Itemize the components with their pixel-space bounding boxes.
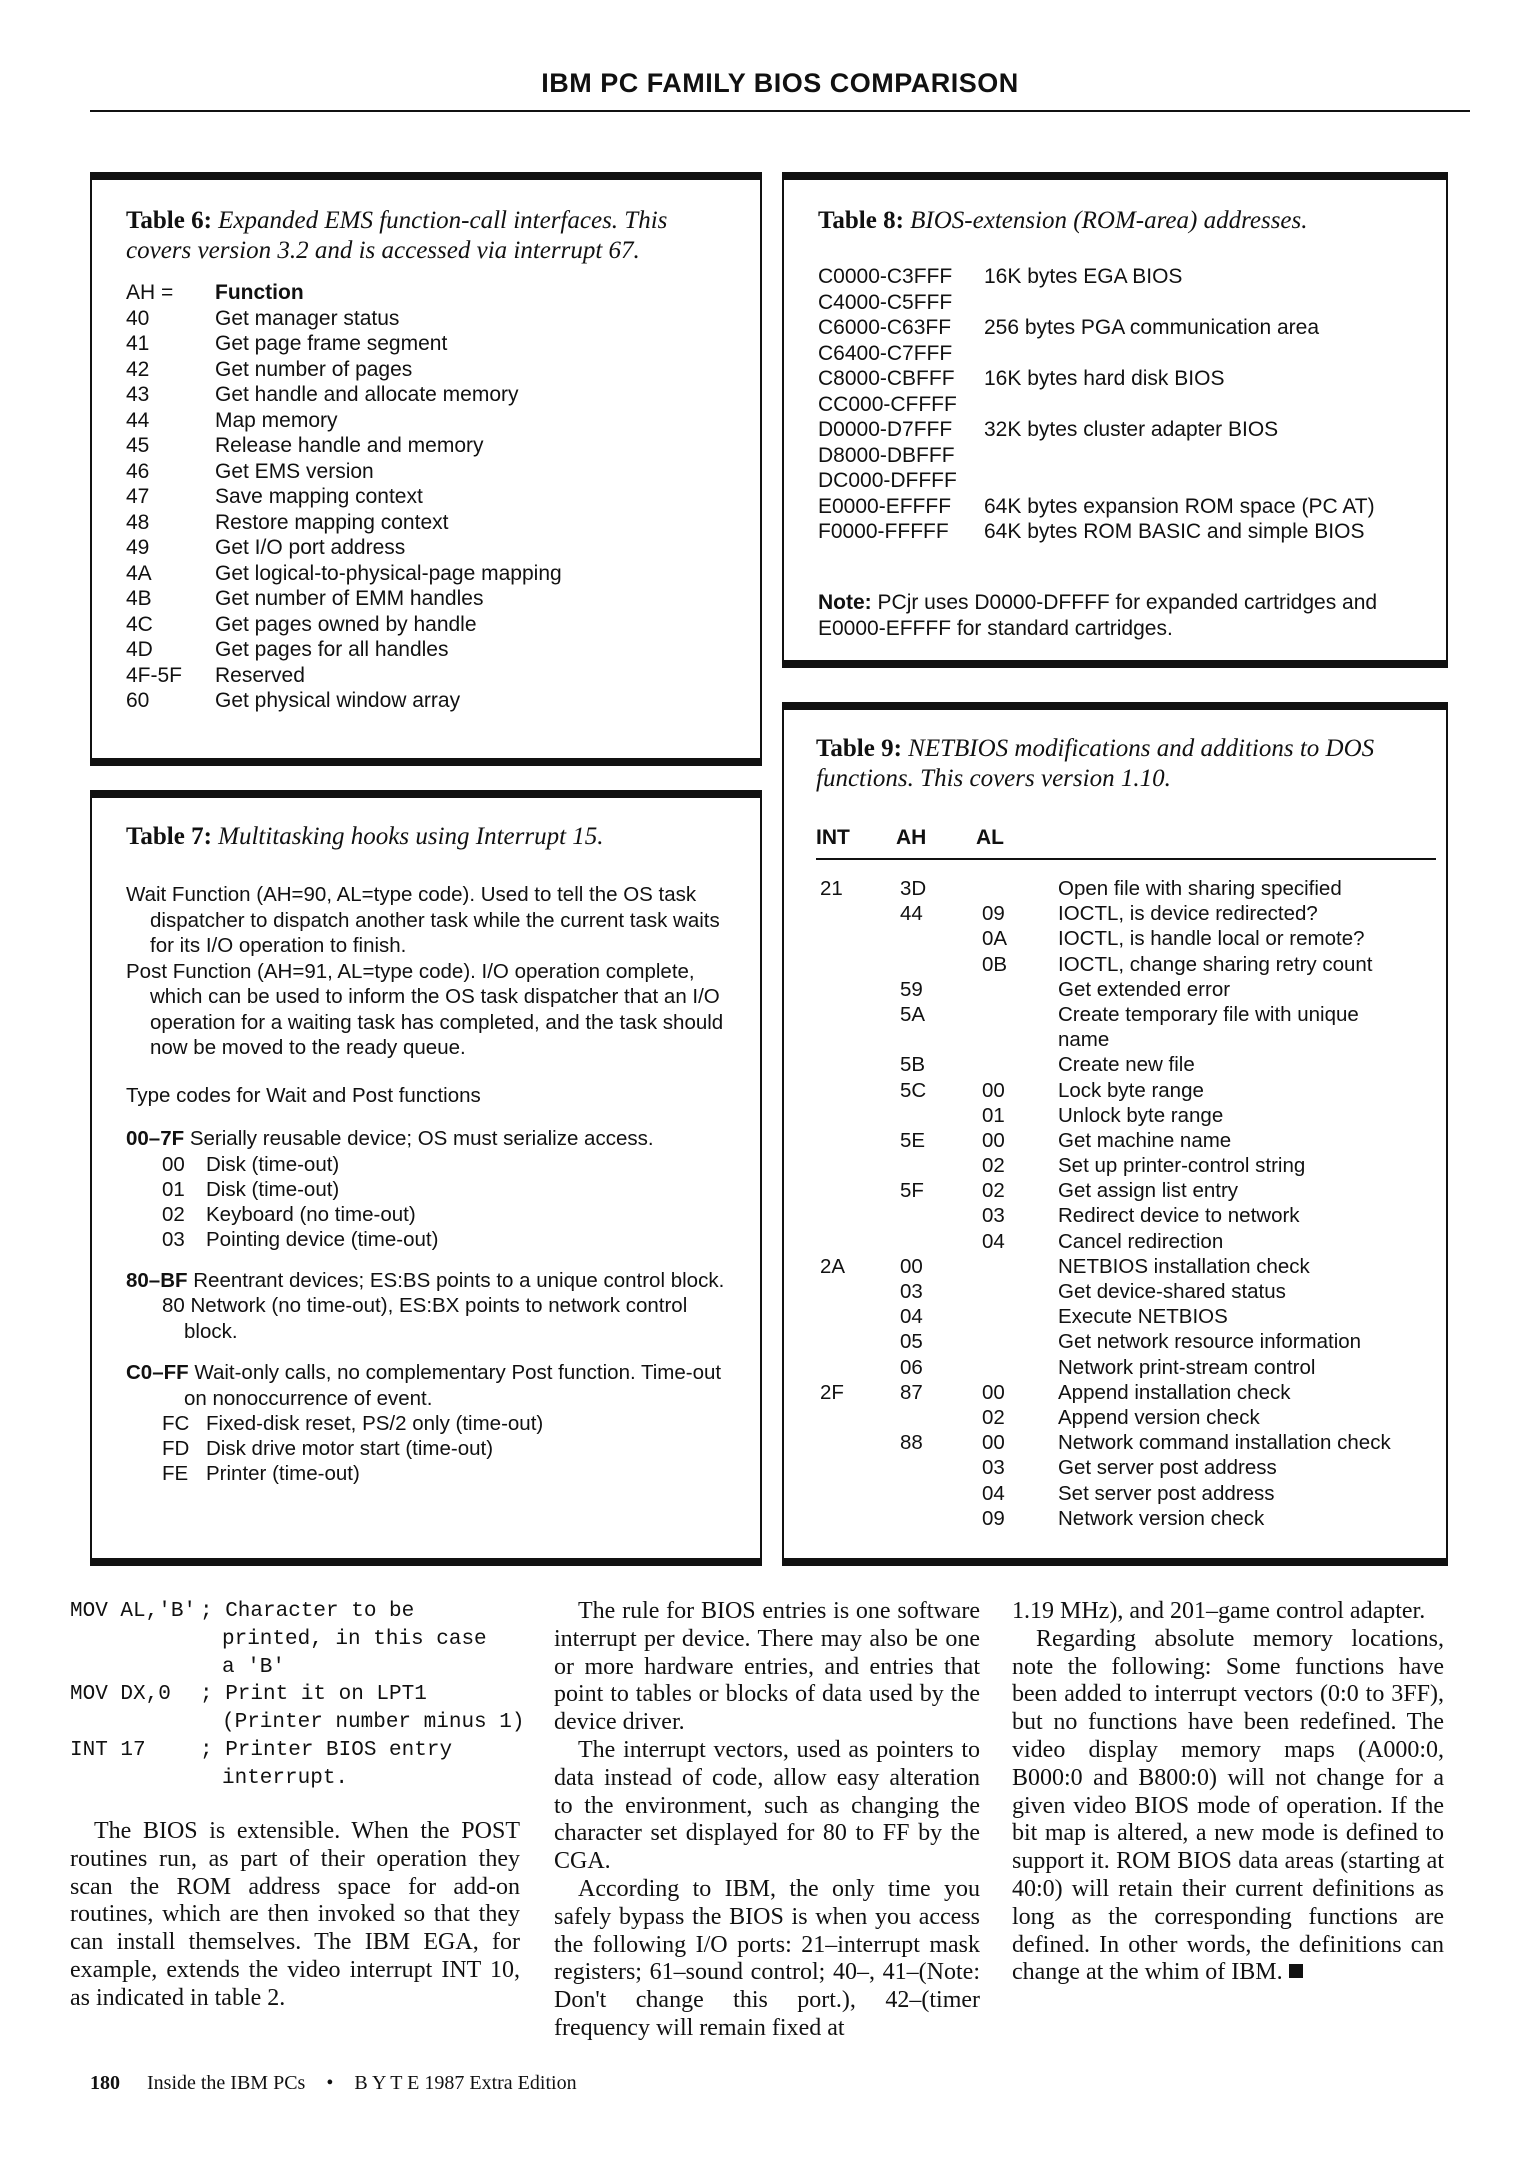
ah-value: 06 — [900, 1355, 923, 1379]
table-row — [126, 688, 726, 714]
table-9 — [782, 702, 1448, 1566]
ah-code: 49 — [126, 536, 150, 559]
table-7-caption-text: Multitasking hooks using Interrupt 15. — [218, 823, 604, 850]
al-value: 09 — [982, 1506, 1005, 1530]
table-row — [818, 468, 1438, 494]
table-8-list — [818, 264, 1438, 545]
table-6-header-row — [126, 280, 726, 306]
type-code-desc: Disk (time-out) — [206, 1152, 340, 1176]
type-code-row — [126, 1177, 746, 1202]
al-value: 03 — [982, 1456, 1005, 1480]
paragraph: The rule for BIOS entries is one software interrupt per device. There may also be one or more hardware entries, and entries that point to tables or blocks of data used by the device driver. — [554, 1598, 980, 1736]
table-row — [816, 1506, 1446, 1531]
type-code-desc: Fixed-disk reset, PS/2 only (time-out) — [206, 1412, 544, 1435]
table-row — [818, 392, 1438, 418]
function-name: Get pages for all handles — [215, 638, 449, 661]
al-value: 00 — [982, 1431, 1005, 1455]
type-group-00-7f-items — [126, 1152, 746, 1252]
function-desc: Get machine name — [1058, 1128, 1232, 1152]
ah-code: 42 — [126, 357, 150, 381]
table-8 — [782, 172, 1448, 668]
ah-value: 44 — [900, 902, 923, 926]
table-7-body — [126, 882, 746, 1486]
footer-bullet: • — [326, 2072, 334, 2094]
al-value: 03 — [982, 1204, 1005, 1228]
note-label: Note: — [818, 591, 872, 614]
paragraph: The interrupt vectors, used as pointers to data instead of code, allow easy alteration to the environment, such as changing the character set displayed for 80 to FF by the CGA. — [554, 1736, 980, 1875]
table-row — [816, 1002, 1446, 1027]
table-row — [816, 952, 1446, 977]
code-listing — [70, 1598, 525, 1792]
function-desc: Network command installation check — [1058, 1431, 1391, 1455]
function-desc: IOCTL, is handle local or remote? — [1058, 927, 1365, 951]
ah-value: 04 — [900, 1305, 923, 1329]
type-group-80-bf — [126, 1268, 746, 1294]
al-value: 04 — [982, 1229, 1005, 1253]
function-desc: Lock byte range — [1058, 1078, 1204, 1102]
table-row — [816, 1153, 1446, 1178]
table-row — [126, 382, 726, 408]
table-row — [818, 264, 1438, 290]
ah-value: 87 — [900, 1380, 923, 1404]
table-row — [816, 901, 1446, 926]
body-column-2 — [554, 1598, 980, 2043]
function-desc: Get device-shared status — [1058, 1280, 1286, 1303]
ah-code: 41 — [126, 332, 150, 355]
code-comment: ; Printer BIOS entry — [200, 1739, 453, 1762]
function-desc: Create new file — [1058, 1053, 1195, 1077]
table-row — [126, 306, 726, 332]
address-range: DC000-DFFFF — [818, 469, 957, 492]
function-name: Get handle and allocate memory — [215, 383, 519, 406]
function-name: Get manager status — [215, 306, 400, 330]
table-9-caption — [816, 734, 1436, 794]
table-row — [816, 1078, 1446, 1103]
ah-code: 43 — [126, 383, 150, 406]
al-value: 02 — [982, 1405, 1005, 1429]
al-value: 02 — [982, 1154, 1005, 1178]
type-code-desc: Pointing device (time-out) — [206, 1227, 439, 1251]
address-desc: 16K bytes hard disk BIOS — [984, 367, 1225, 390]
table-row — [126, 408, 726, 434]
type-group-range: 80–BF — [126, 1268, 188, 1292]
end-mark-icon — [1289, 1964, 1303, 1978]
function-name: Get pages owned by handle — [215, 612, 477, 636]
table-row — [126, 331, 726, 357]
ah-code: 4D — [126, 638, 153, 661]
function-name: Reserved — [215, 663, 305, 687]
address-range: C8000-CBFFF — [818, 367, 955, 390]
type-group-desc: Reentrant devices; ES:BS points to a unique control block. — [193, 1268, 725, 1292]
body-column-3 — [1012, 1598, 1444, 1987]
type-code-desc: Keyboard (no time-out) — [206, 1202, 416, 1226]
ah-value: 05 — [900, 1330, 923, 1354]
function-desc: Network version check — [1058, 1506, 1265, 1530]
address-range: C4000-C5FFF — [818, 290, 953, 314]
col-int-header: INT — [816, 826, 850, 849]
function-desc: Redirect device to network — [1058, 1204, 1300, 1228]
al-value: 09 — [982, 902, 1005, 926]
table-7 — [90, 790, 762, 1566]
table-6-col-ah: AH = — [126, 281, 174, 304]
type-group-range: C0–FF — [126, 1361, 189, 1384]
paragraph: The BIOS is extensible. When the POST routines run, as part of their operation they scan the ROM address space for add-on routines, which are then invoked so that they can install themselves. The IBM EGA, for example, extends the video interrupt INT 10, as indicated in table 2. — [70, 1818, 520, 2011]
function-desc: Execute NETBIOS — [1058, 1305, 1228, 1329]
type-codes-heading: Type codes for Wait and Post functions — [126, 1083, 481, 1107]
ah-value: 03 — [900, 1280, 923, 1303]
body-column-1 — [70, 1598, 525, 2013]
address-range: E0000-EFFFF — [818, 494, 952, 518]
al-value: 0A — [982, 927, 1008, 951]
type-code-row — [126, 1461, 746, 1486]
function-desc: IOCTL, change sharing retry count — [1058, 952, 1373, 976]
paragraph-text: Regarding absolute memory locations, note the following: Some functions have been added to interrupt vectors (0:0 to 3FF), but no functions have been redefined. The video display memory maps (A000:0, B000:0 and B800:0) will not change for a given video BIOS mode of operation. If the bit map is altered, a new mode is defined to support it. ROM BIOS data areas (starting at 40:0) will retain their current definitions as long as the corresponding functions are defined. In other words, the definitions can change at the whim of IBM. — [1012, 1625, 1444, 1986]
ah-value: 88 — [900, 1431, 923, 1455]
table-row — [816, 1329, 1446, 1354]
type-group-c0-ff-items — [126, 1411, 746, 1486]
table-row — [126, 433, 726, 459]
table-7-caption — [126, 822, 604, 852]
table-row — [816, 1481, 1446, 1506]
function-name: Get number of pages — [215, 357, 413, 381]
type-group-desc: Serially reusable device; OS must serialize access. — [189, 1127, 654, 1150]
function-name: Restore mapping context — [215, 510, 449, 534]
al-value: 00 — [982, 1128, 1005, 1152]
table-row — [816, 1304, 1446, 1329]
table-row — [818, 366, 1438, 392]
page-header-title: IBM PC FAMILY BIOS COMPARISON — [541, 68, 1019, 98]
al-value: 00 — [982, 1078, 1005, 1102]
type-group-range: 00–7F — [126, 1127, 185, 1150]
table-row — [126, 510, 726, 536]
type-code-desc: Printer (time-out) — [206, 1462, 360, 1485]
address-desc: 32K bytes cluster adapter BIOS — [984, 418, 1279, 441]
paragraph — [1012, 1626, 1444, 1987]
al-value: 00 — [982, 1380, 1005, 1404]
type-code: FD — [162, 1437, 190, 1460]
ah-code: 46 — [126, 459, 150, 483]
function-desc: Open file with sharing specified — [1058, 877, 1342, 900]
ah-value: 59 — [900, 977, 923, 1001]
page-footer — [90, 2072, 577, 2095]
code-comment: ; Print it on LPT1 — [200, 1683, 427, 1707]
ah-value: 00 — [900, 1254, 923, 1278]
table-8-caption-text: BIOS-extension (ROM-area) addresses. — [910, 207, 1308, 234]
function-desc: Set up printer-control string — [1058, 1154, 1306, 1178]
type-code: FC — [162, 1412, 190, 1435]
address-range: D8000-DBFFF — [818, 443, 955, 467]
table-row — [126, 535, 726, 561]
type-code-desc: Disk drive motor start (time-out) — [206, 1437, 494, 1460]
type-code: 03 — [162, 1227, 185, 1251]
table-row — [816, 1430, 1446, 1455]
page-header — [90, 66, 1470, 112]
page-number: 180 — [90, 2072, 120, 2094]
code-op: MOV AL,'B' — [70, 1600, 197, 1623]
table-row — [816, 1254, 1446, 1279]
ah-value: 5E — [900, 1128, 926, 1152]
address-desc: 16K bytes EGA BIOS — [984, 265, 1183, 288]
table-row — [126, 612, 726, 638]
function-desc: Create temporary file with unique — [1058, 1002, 1359, 1026]
code-op: MOV DX,0 — [70, 1683, 171, 1707]
table-row — [816, 1203, 1446, 1228]
table-row — [126, 357, 726, 383]
al-value: 02 — [982, 1179, 1005, 1203]
ah-value: 3D — [900, 877, 927, 900]
function-desc: Cancel redirection — [1058, 1229, 1224, 1253]
table-row — [818, 519, 1438, 545]
table-9-list — [816, 876, 1446, 1531]
al-value: 0B — [982, 952, 1008, 976]
table-6-list — [126, 280, 726, 714]
table-6-col-function: Function — [215, 281, 304, 304]
table-7-label: Table 7: — [126, 823, 212, 850]
code-comment: a 'B' — [222, 1655, 286, 1679]
int-value: 2F — [820, 1380, 844, 1404]
address-range: CC000-CFFFF — [818, 392, 957, 416]
col-al-header: AL — [976, 826, 1004, 849]
table-row — [816, 1455, 1446, 1480]
ah-code: 47 — [126, 485, 150, 508]
table-6-caption-text: Expanded EMS function-call interfaces. This covers version 3.2 and is accessed via interrupt 67. — [126, 207, 668, 264]
al-value: 04 — [982, 1481, 1005, 1505]
function-name: Get page frame segment — [215, 332, 448, 355]
function-desc: Set server post address — [1058, 1481, 1275, 1505]
table-row — [816, 1027, 1446, 1052]
function-name: Get number of EMM handles — [215, 587, 484, 610]
function-desc: name — [1058, 1028, 1110, 1052]
table-6-label: Table 6: — [126, 207, 212, 234]
address-range: C6400-C7FFF — [818, 341, 953, 365]
table-row — [816, 1380, 1446, 1405]
al-value: 01 — [982, 1103, 1005, 1127]
function-name: Get logical-to-physical-page mapping — [215, 561, 562, 585]
ah-code: 40 — [126, 306, 150, 330]
code-comment: printed, in this case — [222, 1627, 487, 1651]
int-value: 2A — [820, 1254, 846, 1278]
paragraph: According to IBM, the only time you safely bypass the BIOS is when you access the following I/O ports: 21–interrupt mask registers; 61–sound control; 40–, 41–(Note: Don't change this port.), 42–(timer frequency will remain fixed at — [554, 1875, 980, 2041]
type-group-00-7f — [126, 1126, 746, 1152]
ah-code: 60 — [126, 689, 150, 712]
ah-code: 48 — [126, 510, 150, 534]
address-range: C6000-C63FF — [818, 316, 952, 339]
table-8-label: Table 8: — [818, 207, 904, 234]
function-desc: Get network resource information — [1058, 1330, 1362, 1354]
function-name: Map memory — [215, 408, 338, 432]
table-row — [816, 977, 1446, 1002]
table-9-label: Table 9: — [816, 735, 902, 762]
type-code: 02 — [162, 1202, 185, 1226]
table-row — [126, 484, 726, 510]
paragraph: 1.19 MHz), and 201–game control adapter. — [1012, 1598, 1426, 1624]
table-row — [126, 561, 726, 587]
type-code: 01 — [162, 1177, 185, 1201]
ah-code: 4F-5F — [126, 663, 183, 687]
note-text: PCjr uses D0000-DFFFF for expanded cartridges and E0000-EFFFF for standard cartridges. — [818, 591, 1378, 640]
type-code-desc: Disk (time-out) — [206, 1177, 340, 1201]
code-comment: ; Character to be — [200, 1600, 415, 1623]
function-desc: Append installation check — [1058, 1380, 1291, 1404]
ah-code: 45 — [126, 434, 150, 457]
type-group-desc: Wait-only calls, no complementary Post function. Time-out on nonoccurrence of event. — [184, 1361, 722, 1410]
type-code: 00 — [162, 1152, 185, 1176]
ah-code: 4B — [126, 587, 152, 610]
address-range: D0000-D7FFF — [818, 418, 953, 441]
table-row — [816, 926, 1446, 951]
wait-function-text: Wait Function (AH=90, AL=type code). Used to tell the OS task dispatcher to dispatch another task while the current task waits for its I/O operation to finish. — [126, 883, 720, 957]
table-6-caption — [126, 206, 736, 266]
function-desc: Get assign list entry — [1058, 1179, 1239, 1203]
ah-code: 44 — [126, 408, 150, 432]
ah-code: 4C — [126, 612, 153, 636]
table-row — [818, 417, 1438, 443]
type-code-80: 80 Network (no time-out), ES:BX points to network control block. — [162, 1294, 688, 1343]
table-row — [816, 1103, 1446, 1128]
address-range: C0000-C3FFF — [818, 265, 953, 288]
type-code-row — [126, 1227, 746, 1252]
function-desc: Get extended error — [1058, 977, 1231, 1001]
table-row — [818, 443, 1438, 469]
table-row — [816, 1355, 1446, 1380]
code-comment: (Printer number minus 1) — [222, 1711, 525, 1735]
ah-value: 5A — [900, 1002, 926, 1026]
type-code-row — [126, 1202, 746, 1227]
function-desc: Append version check — [1058, 1405, 1260, 1429]
function-desc: IOCTL, is device redirected? — [1058, 902, 1318, 926]
table-row — [818, 290, 1438, 316]
address-range: F0000-FFFFF — [818, 520, 949, 543]
table-row — [126, 663, 726, 689]
code-op: INT 17 — [70, 1739, 146, 1762]
table-row — [816, 1178, 1446, 1203]
footer-issue: B Y T E 1987 Extra Edition — [354, 2072, 577, 2094]
col-ah-header: AH — [896, 826, 927, 849]
table-row — [126, 637, 726, 663]
table-row — [816, 1052, 1446, 1077]
ah-value: 5C — [900, 1078, 927, 1102]
function-name: Release handle and memory — [215, 434, 484, 457]
type-code-row — [126, 1436, 746, 1461]
ah-value: 5F — [900, 1179, 924, 1203]
function-desc: Get server post address — [1058, 1456, 1277, 1480]
table-9-caption-text: NETBIOS modifications and additions to DOS functions. This covers version 1.10. — [816, 735, 1375, 792]
table-row — [816, 1279, 1446, 1304]
footer-book: Inside the IBM PCs — [147, 2072, 306, 2094]
table-row — [816, 1128, 1446, 1153]
int-value: 21 — [820, 877, 843, 900]
type-group-c0-ff — [126, 1360, 746, 1411]
function-name: Get I/O port address — [215, 536, 406, 559]
type-code: FE — [162, 1462, 189, 1485]
table-row — [818, 341, 1438, 367]
function-name: Save mapping context — [215, 485, 423, 508]
address-desc: 64K bytes expansion ROM space (PC AT) — [984, 494, 1375, 518]
post-function-text: Post Function (AH=91, AL=type code). I/O operation complete, which can be used to inform the OS task dispatcher that an I/O operation for a waiting task has completed, and the task should now be moved to the ready queue. — [126, 959, 724, 1059]
table-row — [816, 1229, 1446, 1254]
table-8-caption — [818, 206, 1308, 236]
function-name: Get physical window array — [215, 689, 461, 712]
table-row — [816, 1405, 1446, 1430]
table-9-header-row — [816, 824, 1436, 860]
table-row — [126, 459, 726, 485]
function-desc: Network print-stream control — [1058, 1355, 1316, 1379]
table-row — [816, 876, 1446, 901]
code-comment: interrupt. — [222, 1766, 349, 1790]
address-desc: 256 bytes PGA communication area — [984, 316, 1320, 339]
table-row — [818, 315, 1438, 341]
function-desc: NETBIOS installation check — [1058, 1254, 1310, 1278]
table-row — [126, 586, 726, 612]
address-desc: 64K bytes ROM BASIC and simple BIOS — [984, 520, 1365, 543]
table-6 — [90, 172, 762, 766]
function-desc: Unlock byte range — [1058, 1103, 1224, 1127]
table-8-note — [818, 590, 1438, 642]
type-code-row — [126, 1152, 746, 1177]
type-code-row — [126, 1411, 746, 1436]
function-name: Get EMS version — [215, 459, 374, 483]
ah-code: 4A — [126, 561, 152, 585]
table-row — [818, 494, 1438, 520]
ah-value: 5B — [900, 1053, 926, 1077]
